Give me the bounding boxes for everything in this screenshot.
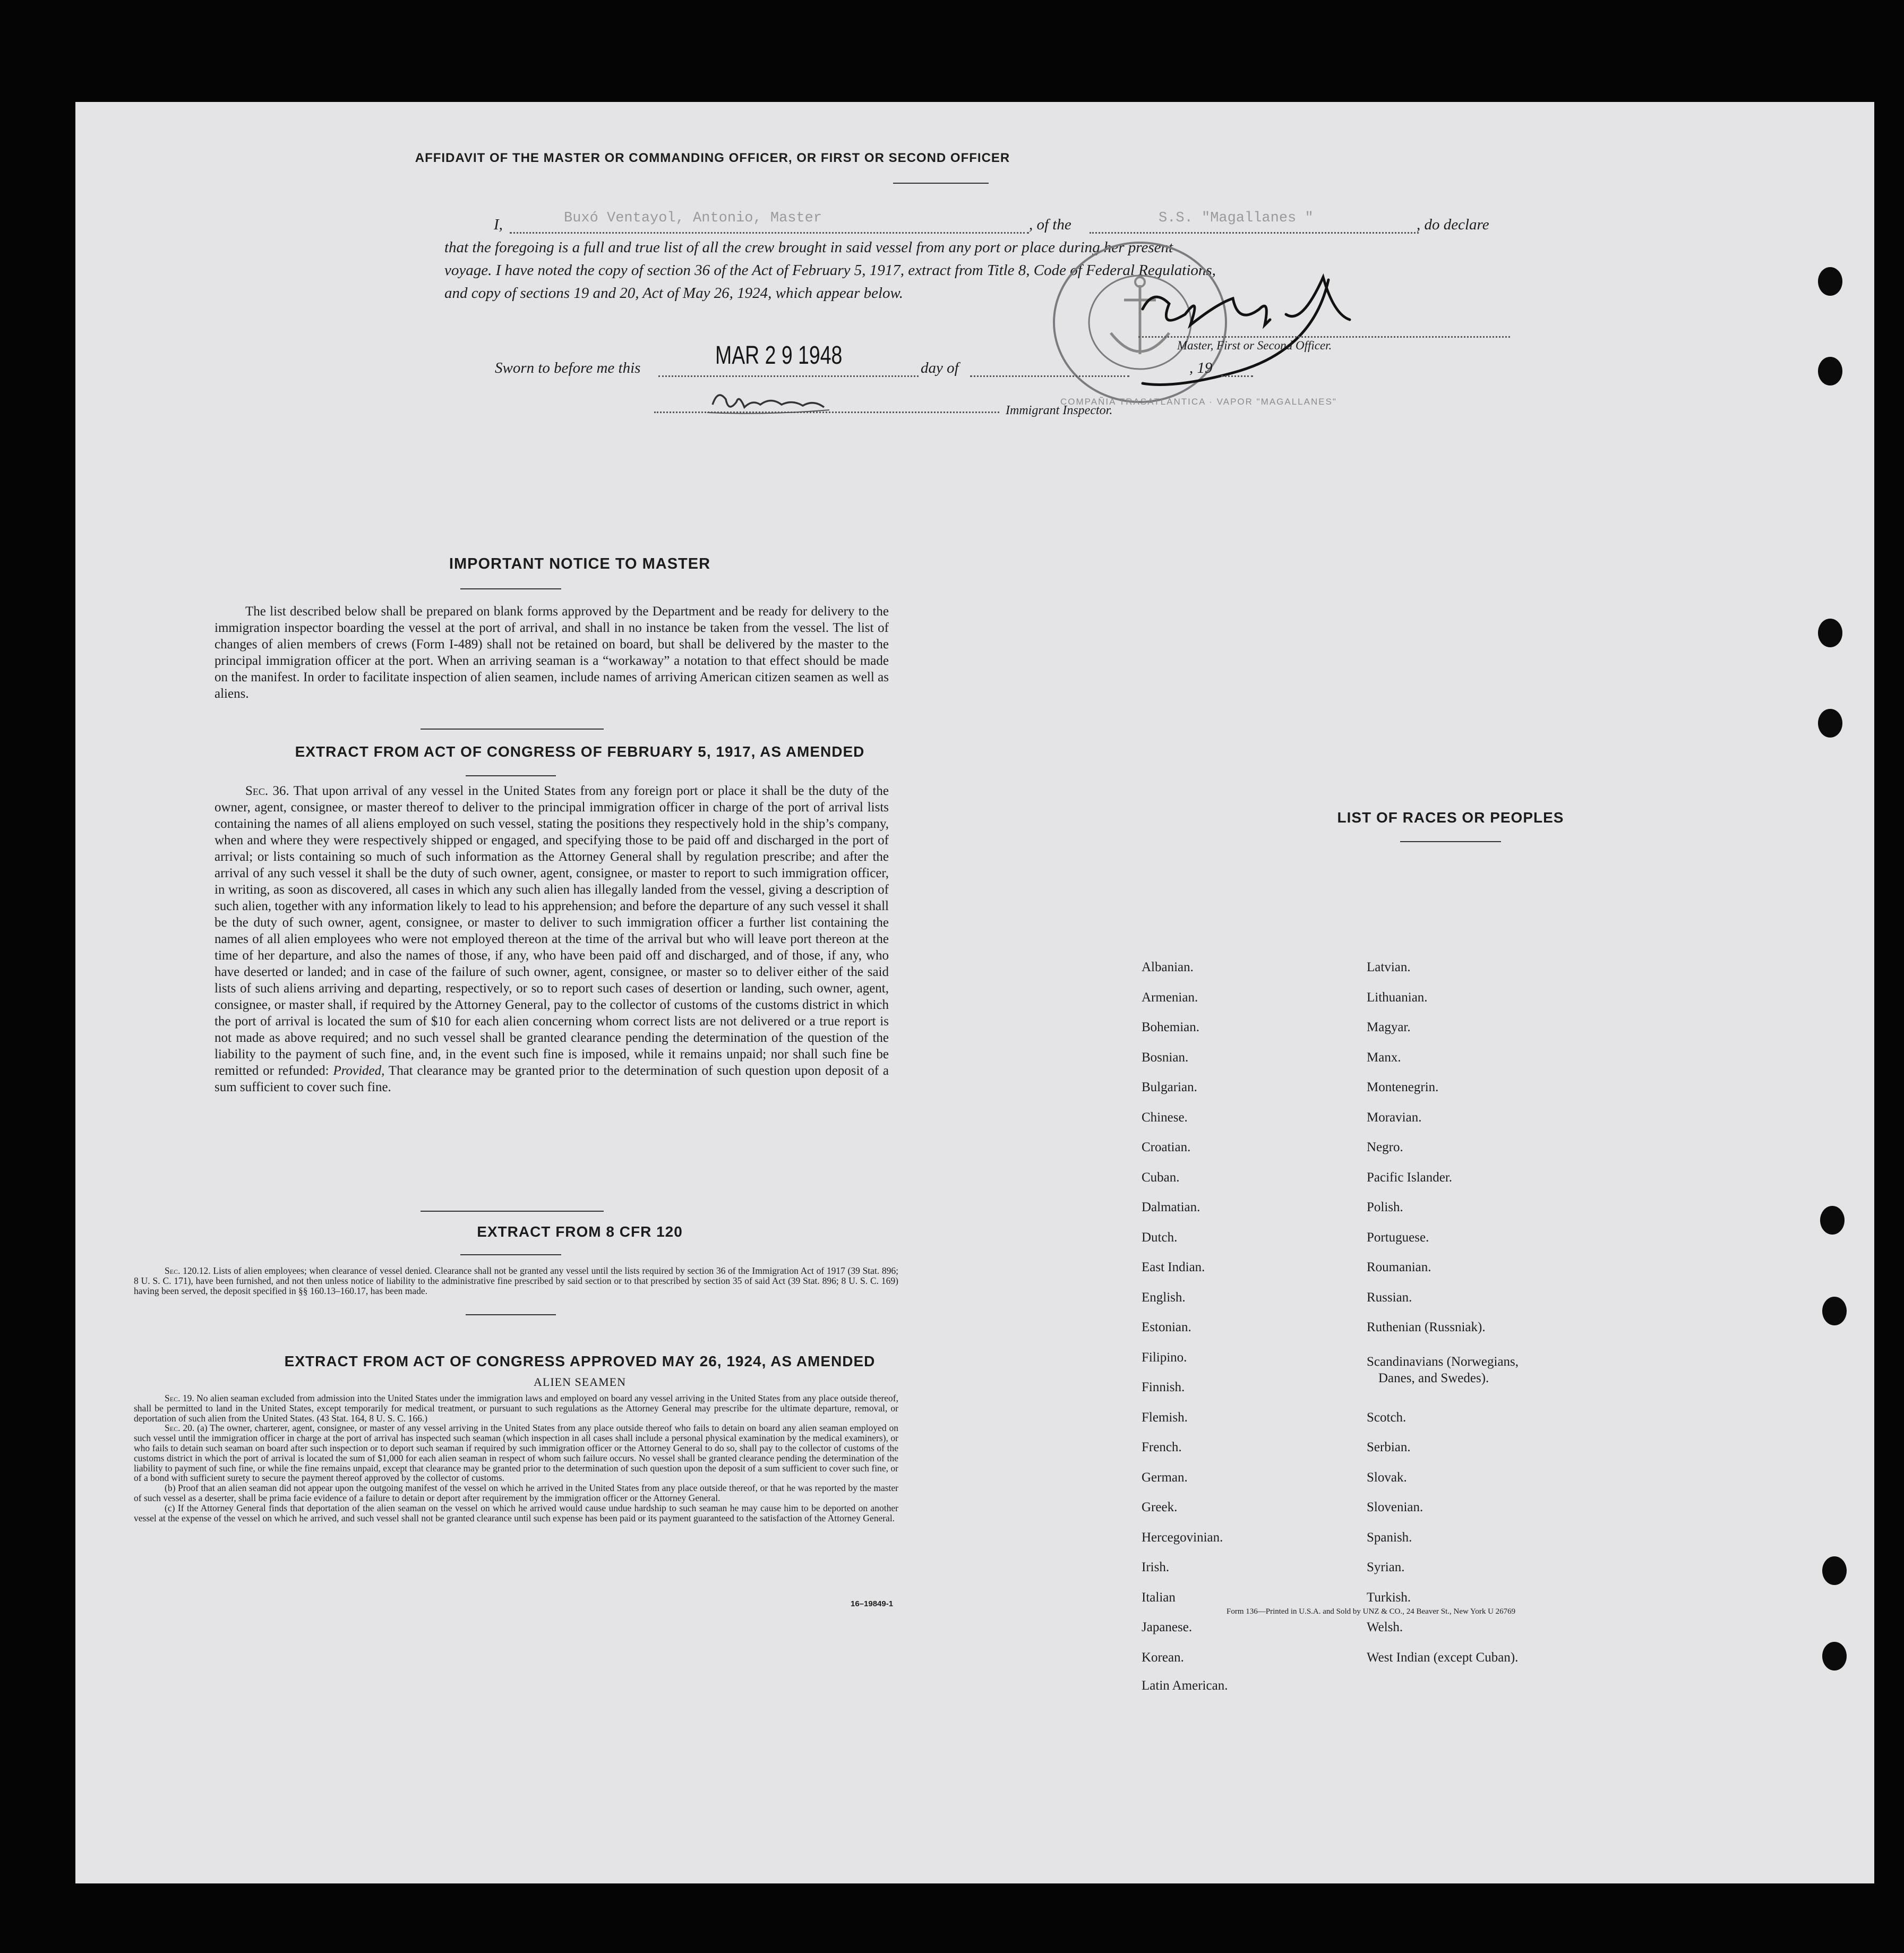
race-item: Italian xyxy=(1142,1590,1176,1605)
race-item: Slovenian. xyxy=(1367,1500,1423,1514)
alien-seamen-subtitle: ALIEN SEAMEN xyxy=(534,1375,626,1389)
vessel-name-line xyxy=(1090,232,1419,234)
master-signature xyxy=(1111,267,1472,399)
race-item: Spanish. xyxy=(1367,1530,1412,1545)
race-item: Montenegrin. xyxy=(1367,1080,1439,1094)
race-item: Cuban. xyxy=(1142,1170,1180,1185)
race-item: Moravian. xyxy=(1367,1110,1422,1125)
race-item: Armenian. xyxy=(1142,990,1198,1005)
sec-19-paragraph xyxy=(134,1393,898,1423)
sec-19-label: Sec. 19. xyxy=(165,1393,194,1403)
sec-19-text: No alien seaman excluded from admission into the United States under the immigration laws and employed on board any vessel arriving in the United States from any place outside thereof, shall be permitted to land in the United States, except temporarily for medical treatment, or pursuant to such regulations as the Attorney General may prescribe for the ultimate departure, removal, or deportation of such alien from the United States. (43 Stat. 164, 8 U. S. C. 166.) xyxy=(134,1393,898,1424)
master-name-line xyxy=(510,232,1029,234)
inspector-caption: Immigrant Inspector. xyxy=(1006,404,1113,417)
race-item: French. xyxy=(1142,1440,1182,1454)
sec-120-text: Lists of alien employees; when clearance of vessel denied. Clearance shall not be granted any vessel until the lists required by section 36 of the Immigration Act of 1917 (39 Stat. 896; 8 U. S. C. 171), have been furnished, and not then unless notice of liability to the administrative fine prescribed by said section or to that prescribed by section 35 of said Act (39 Stat. 896; 8 U. S. C. 169) having been served, the deposit specified in §§ 160.13–160.17, has been made. xyxy=(134,1265,898,1296)
race-item: Finnish. xyxy=(1142,1380,1185,1394)
race-item: Flemish. xyxy=(1142,1410,1188,1425)
race-item: Roumanian. xyxy=(1367,1260,1431,1274)
race-item: Irish. xyxy=(1142,1560,1170,1574)
race-item: Bosnian. xyxy=(1142,1050,1189,1065)
race-item: Dalmatian. xyxy=(1142,1200,1200,1214)
year-line xyxy=(1221,375,1253,377)
punch-hole xyxy=(1822,1642,1847,1671)
punch-hole xyxy=(1818,619,1842,647)
races-rule xyxy=(1400,841,1501,842)
race-item: Hercegovinian. xyxy=(1142,1530,1223,1545)
extract-1917-body xyxy=(215,783,889,1095)
year-text: , 19 xyxy=(1189,359,1213,376)
race-item: Scandinavians (Norwegians, xyxy=(1367,1355,1519,1369)
punch-hole xyxy=(1818,357,1842,386)
race-item: Croatian. xyxy=(1142,1140,1191,1154)
affidavit-i: I, xyxy=(494,216,503,233)
punch-hole xyxy=(1822,1297,1847,1325)
race-item: Ruthenian (Russniak). xyxy=(1367,1320,1486,1334)
race-item: Albanian. xyxy=(1142,960,1194,974)
race-item: Estonian. xyxy=(1142,1320,1191,1334)
race-item: Slovak. xyxy=(1367,1470,1407,1485)
extract-1917-end-rule xyxy=(421,1211,604,1212)
race-item: Manx. xyxy=(1367,1050,1401,1065)
extract-cfr-title: EXTRACT FROM 8 CFR 120 xyxy=(477,1223,683,1240)
race-item: Portuguese. xyxy=(1367,1230,1429,1245)
affidavit-statement-line-2: voyage. I have noted the copy of section 36 of the Act of February 5, 1917, extract from Title 8, Code of Federal Regulations, xyxy=(444,262,1216,279)
races-title: LIST OF RACES OR PEOPLES xyxy=(1337,809,1564,826)
sec-20a-paragraph xyxy=(134,1423,898,1483)
sec-20a-text: (a) The owner, charterer, agent, consignee, or master of any vessel arriving in the United States from any place outside thereof who fails to detain on board any alien seaman employed on such vessel until the immigration officer in charge at the port of arrival has inspected such seaman (which inspection in all cases shall include a personal physical examination by the medical examiners), or who fails to detain such seaman on board after such inspection or to deport such seaman if required by such immigration officer or the Attorney General to do so, shall pay to the collector of customs of the customs district in which the port of arrival is located the sum of $1,000 for each alien seaman in respect of whom such failure occurs. No vessel shall be granted clearance pending the determination of the liability to payment of such fine, or while the fine remains unpaid, except that clearance may be granted prior to the determination of such question upon the deposit of a sum sufficient to cover such fine, or of a bond with sufficient surety to secure the payment thereof approved by the collector of customs. xyxy=(134,1423,898,1484)
date-stamp: MAR 2 9 1948 xyxy=(715,341,843,370)
race-item: Magyar. xyxy=(1367,1020,1411,1034)
race-item: Serbian. xyxy=(1367,1440,1411,1454)
race-item: Scotch. xyxy=(1367,1410,1406,1425)
race-item: Greek. xyxy=(1142,1500,1178,1514)
race-item: Latin American. xyxy=(1142,1678,1228,1693)
punch-hole xyxy=(1818,709,1842,738)
punch-hole xyxy=(1820,1206,1845,1235)
vessel-name-field: S.S. "Magallanes " xyxy=(1159,210,1314,226)
race-item: Filipino. xyxy=(1142,1350,1187,1365)
race-item: Bohemian. xyxy=(1142,1020,1200,1034)
sec-36-text: That upon arrival of any vessel in the United States from any foreign port or place it shall be the duty of the owner, agent, consignee, or master thereof to deliver to the principal immigration officer in charge of the port of arrival lists containing the names of all aliens employed on such vessel, stating the positions they respectively hold in the ship’s company, when and where they were respectively shipped or engaged, and specifying those to be paid off and discharged in the port of arrival; or lists containing so much of such information as the Attorney General shall by regulation prescribe; and after the arrival of any such vessel it shall be the duty of such owner, agent, consignee, or master to report to such immigration officer, in writing, as soon as discovered, all cases in which any such alien has illegally landed from the vessel, giving a description of such alien, together with any information likely to lead to his apprehension; and before the departure of any such vessel it shall be the duty of such owner, agent, consignee, or master to deliver to such immigration officer a further list containing the names of all alien employees who were not employed thereon at the time of the arrival but who will leave port thereon at the time of her departure, and also the names of those, if any, who have been paid off and discharged, and of those, if any, who have deserted or landed; and in case of the failure of such owner, agent, consignee, or master so to deliver either of the said lists of such aliens arriving and departing, respectively, or so to report such cases of desertion or landing, such owner, agent, consignee, or master shall, if required by the Attorney General, pay to the collector of customs of the customs district in which the port of arrival is located the sum of $10 for each alien concerning whom correct lists are not delivered or a true report is not made as above required; and no such vessel shall be granted clearance pending the determination of the question of the liability to the payment of such fine, and, in the event such fine is imposed, while it remains unpaid; nor shall such fine be remitted or refunded: xyxy=(215,784,889,1078)
punch-hole xyxy=(1822,1556,1847,1585)
seal-text: COMPAÑIA TRASATLANTICA · VAPOR "MAGALLANES" xyxy=(1060,397,1337,407)
extract-cfr-rule xyxy=(460,1254,561,1255)
inspector-signature xyxy=(702,383,840,421)
race-item: German. xyxy=(1142,1470,1188,1485)
race-item: Latvian. xyxy=(1367,960,1411,974)
affidavit-title: AFFIDAVIT OF THE MASTER OR COMMANDING OFFICER, OR FIRST OR SECOND OFFICER xyxy=(415,151,1010,165)
extract-1917-title: EXTRACT FROM ACT OF CONGRESS OF FEBRUARY 5, 1917, AS AMENDED xyxy=(295,743,865,760)
race-item: Lithuanian. xyxy=(1367,990,1428,1005)
officer-signature-line xyxy=(1138,336,1510,338)
officer-caption: Master, First or Second Officer. xyxy=(1177,339,1332,352)
notice-rule xyxy=(460,588,561,589)
affidavit-statement-line-1: that the foregoing is a full and true list of all the crew brought in said vessel from any port or place during her present xyxy=(444,239,1173,256)
race-item: Negro. xyxy=(1367,1140,1403,1154)
do-declare-text: , do declare xyxy=(1417,216,1489,233)
race-item: Japanese. xyxy=(1142,1620,1193,1634)
sec-20c-paragraph: (c) If the Attorney General finds that deportation of the alien seaman on the vessel on which he arrived would cause undue hardship to such seaman he may cause him to be deported on another vessel at the expense of the vessel on which he arrived, and such vessel shall not be granted clearance until such expense has been paid or its payment guaranteed to the satisfaction of the Attorney General. xyxy=(134,1502,898,1523)
provided-word: Provided, xyxy=(333,1064,385,1078)
race-item: Dutch. xyxy=(1142,1230,1178,1245)
title-rule xyxy=(893,183,989,184)
race-item: East Indian. xyxy=(1142,1260,1205,1274)
extract-cfr-body xyxy=(134,1266,898,1296)
affidavit-statement-line-3: and copy of sections 19 and 20, Act of May 26, 1924, which appear below. xyxy=(444,285,903,302)
race-item: Bulgarian. xyxy=(1142,1080,1197,1094)
punch-hole xyxy=(1818,267,1842,296)
race-item: West Indian (except Cuban). xyxy=(1367,1650,1519,1665)
race-item: Russian. xyxy=(1367,1290,1412,1305)
inspector-signature-line xyxy=(654,412,999,413)
race-item: Welsh. xyxy=(1367,1620,1403,1634)
sec-120-label: Sec. 120.12. xyxy=(165,1265,211,1276)
sworn-text: Sworn to before me this xyxy=(495,359,641,376)
sec-20b-paragraph: (b) Proof that an alien seaman did not appear upon the outgoing manifest of the vessel on which he arrived in the United States from any place outside thereof, or that he was reported by the master of such vessel as a deserter, shall be prima facie evidence of a failure to detain or deport after requirement by the immigration officer or the Attorney General. xyxy=(134,1483,898,1503)
day-of-text: day of xyxy=(921,359,959,376)
sworn-day-line xyxy=(658,375,919,377)
race-item: English. xyxy=(1142,1290,1186,1305)
sec-36-end: That clearance may be granted prior to the determination of such question upon deposit of a sum sufficient to cover such fine. xyxy=(215,1064,889,1094)
notice-title: IMPORTANT NOTICE TO MASTER xyxy=(449,555,711,572)
extract-cfr-end-rule xyxy=(466,1314,556,1315)
of-the-text: , of the xyxy=(1029,216,1071,233)
month-line xyxy=(970,375,1129,377)
extract-1917-rule xyxy=(466,775,556,776)
extract-1924-title: EXTRACT FROM ACT OF CONGRESS APPROVED MAY 26, 1924, AS AMENDED xyxy=(284,1353,876,1369)
form-footer-note: Form 136—Printed in U.S.A. and Sold by UNZ & CO., 24 Beaver St., New York U 26769 xyxy=(1227,1607,1516,1616)
sec-36-label: Sec. 36. xyxy=(245,784,289,798)
extract-1924-body xyxy=(134,1393,898,1523)
master-name-field: Buxó Ventayol, Antonio, Master xyxy=(564,210,822,226)
race-item: Polish. xyxy=(1367,1200,1403,1214)
document-page xyxy=(75,102,1874,1883)
sec-20-label: Sec. 20. xyxy=(165,1423,195,1434)
notice-section-rule xyxy=(421,729,604,730)
race-item: Korean. xyxy=(1142,1650,1184,1665)
race-item: Syrian. xyxy=(1367,1560,1405,1574)
race-item: Pacific Islander. xyxy=(1367,1170,1453,1185)
notice-body: The list described below shall be prepared on blank forms approved by the Department and be ready for delivery to the immigration inspector boarding the vessel at the port of arrival, and shall in no instance be taken from the vessel. The list of changes of alien members of crews (Form I-489) shall not be retained on board, but shall be delivered by the master to the principal immigration officer at the port. When an arriving seaman is a “workaway” a notation to that effect should be made on the manifest. In order to facilitate inspection of alien seamen, include names of arriving American citizen seamen as well as aliens. xyxy=(215,604,889,701)
race-item: Danes, and Swedes). xyxy=(1378,1371,1489,1385)
print-code: 16–19849-1 xyxy=(851,1599,894,1608)
race-item: Chinese. xyxy=(1142,1110,1188,1125)
race-item: Turkish. xyxy=(1367,1590,1411,1605)
